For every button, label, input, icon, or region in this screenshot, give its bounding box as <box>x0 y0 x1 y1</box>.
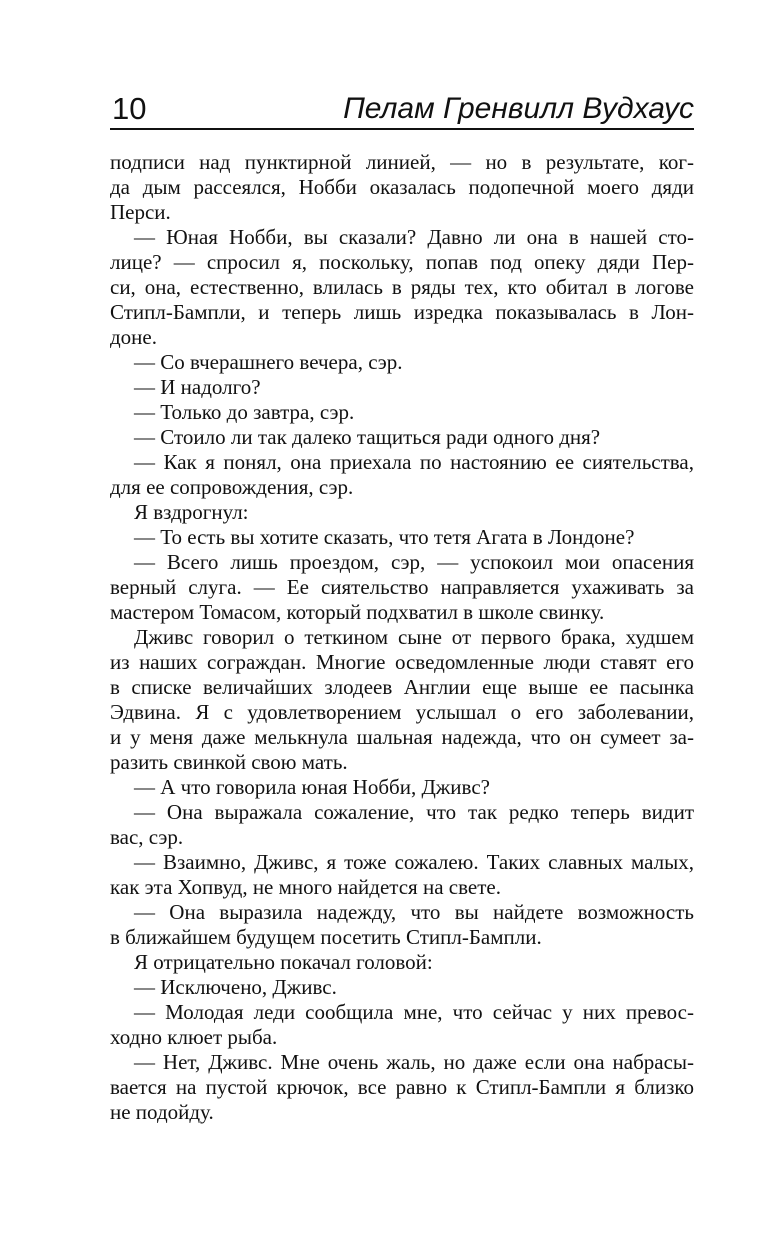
body-text <box>110 150 694 1125</box>
text-line: — Исключено, Дживс. <box>134 975 337 999</box>
text-line: не подойду. <box>110 1100 214 1124</box>
text-line: верный слуга. — Ее сиятельство направляется ухаживать за <box>110 575 694 599</box>
text-line: Перси. <box>110 200 171 224</box>
text-line: подписи над пунктирной линией, — но в результате, ког- <box>110 150 694 174</box>
text-line: — Молодая леди сообщила мне, что сейчас у них превос- <box>134 1000 694 1024</box>
text-line: си, она, естественно, влилась в ряды тех, кто обитал в логове <box>110 275 694 299</box>
text-line: — Она выразила надежду, что вы найдете возможность <box>134 900 694 924</box>
text-line: для ее сопровождения, сэр. <box>110 475 354 499</box>
running-title: Пелам Гренвилл Вудхаус <box>343 92 694 125</box>
text-line: Дживс говорил о теткином сыне от первого брака, худшем <box>134 625 694 649</box>
text-line: — То есть вы хотите сказать, что тетя Агата в Лондоне? <box>134 525 635 549</box>
text-line: мастером Томасом, который подхватил в школе свинку. <box>110 600 605 624</box>
page-number: 10 <box>112 91 147 126</box>
running-header <box>110 86 694 130</box>
text-line: да дым рассеялся, Нобби оказалась подопечной моего дяди <box>110 175 694 199</box>
text-line: как эта Хопвуд, не много найдется на свете. <box>110 875 501 899</box>
text-line: — Она выражала сожаление, что так редко теперь видит <box>134 800 694 824</box>
text-line: в списке величайших злодеев Англии еще выше ее пасынка <box>110 675 694 699</box>
text-line: вас, сэр. <box>110 825 184 849</box>
text-line: — А что говорила юная Нобби, Дживс? <box>134 775 490 799</box>
text-line: — Всего лишь проездом, сэр, — успокоил мои опасения <box>134 550 694 574</box>
text-line: — И надолго? <box>134 375 261 399</box>
text-line: — Юная Нобби, вы сказали? Давно ли она в нашей сто- <box>134 225 694 249</box>
text-line: Стипл-Бампли, и теперь лишь изредка показывалась в Лон- <box>110 300 694 324</box>
text-line: — Нет, Дживс. Мне очень жаль, но даже если она набрасы- <box>134 1050 694 1074</box>
text-line: — Как я понял, она приехала по настоянию ее сиятельства, <box>134 450 694 474</box>
text-line: доне. <box>110 325 157 349</box>
text-line: Я вздрогнул: <box>134 500 249 524</box>
text-line: — Только до завтра, сэр. <box>134 400 355 424</box>
text-line: ходно клюет рыба. <box>110 1025 278 1049</box>
text-line: в ближайшем будущем посетить Стипл-Бампли. <box>110 925 542 949</box>
text-line: Эдвина. Я с удовлетворением услышал о его заболевании, <box>110 700 694 724</box>
text-line: лице? — спросил я, поскольку, попав под опеку дяди Пер- <box>110 250 694 274</box>
text-line: — Стоило ли так далеко тащиться ради одного дня? <box>134 425 601 449</box>
text-line: вается на пустой крючок, все равно к Стипл-Бампли я близко <box>110 1075 694 1099</box>
text-line: из наших сограждан. Многие осведомленные люди ставят его <box>110 650 694 674</box>
text-line: — Со вчерашнего вечера, сэр. <box>134 350 403 374</box>
text-line: и у меня даже мелькнула шальная надежда, что он сумеет за- <box>110 725 694 749</box>
text-line: — Взаимно, Дживс, я тоже сожалею. Таких славных малых, <box>134 850 694 874</box>
text-line: Я отрицательно покачал головой: <box>134 950 433 974</box>
text-line: разить свинкой свою мать. <box>110 750 348 774</box>
